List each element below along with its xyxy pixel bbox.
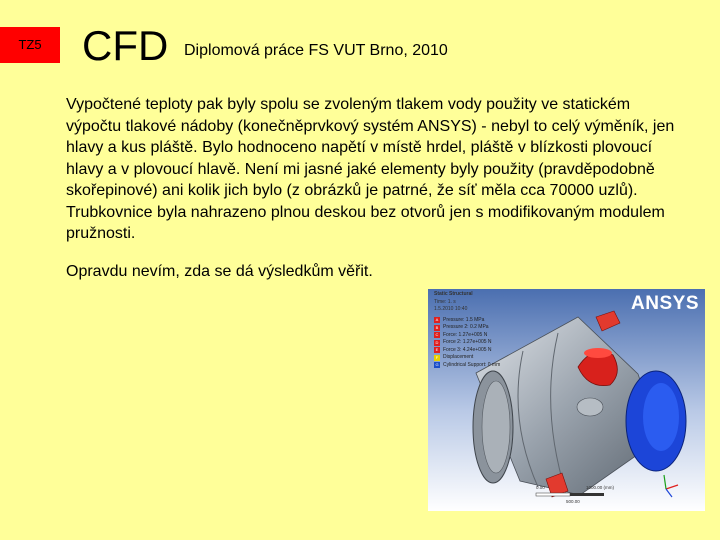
legend-item	[434, 324, 500, 332]
legend-heading: Static Structural	[434, 291, 473, 297]
legend-item	[434, 317, 500, 325]
slide-subtitle: Diplomová práce FS VUT Brno, 2010	[184, 42, 448, 59]
vessel-flange-inner	[482, 381, 510, 473]
support-face-highlight	[643, 383, 679, 451]
legend-key: G	[435, 362, 439, 368]
legend-label: Force 3: 4.24e+005 N	[443, 346, 492, 353]
legend-item	[434, 362, 500, 370]
body-paragraph-1: Vypočtené teploty pak byly spolu se zvoleným tlakem vody použity ve statickém výpočtu tlakové nádoby (konečněprvkový systém ANSYS) - nebyl to celý výměník, jen hlavy a kus pláště. Bylo hodnoceno napětí v místě hrdel, pláště v blízkosti plovoucí hlavy a v plovoucí hlavě. Není mi jasné jaké elementy byly použity (pravděpodobně skořepinové) ani kolik jich bylo (z obrázků je patrné, že síť měla cca 70000 uzlů). Trubkovnice byla nahrazeno plnou deskou bez otvorů jen s modifikovaným modulem pružnosti.	[66, 96, 675, 242]
body-paragraph-2: Opravdu nevím, zda se dá výsledkům věřit.	[66, 262, 373, 280]
legend-label: Force 2: 1.27e+005 N	[443, 339, 492, 345]
legend-label: Displacement	[443, 354, 474, 360]
legend-label: Force: 1.27e+005 N	[443, 331, 488, 338]
legend-item	[434, 354, 500, 362]
slide-title: CFD	[82, 22, 169, 69]
ansys-result-image	[428, 289, 705, 511]
legend-key: E	[435, 347, 439, 353]
nozzle-red-face	[584, 348, 612, 358]
legend-item	[434, 347, 500, 355]
legend-label: Cylindrical Support: 0 mm	[443, 361, 501, 368]
load-legend	[434, 291, 500, 369]
legend-subheading: Time: 1. s	[434, 298, 456, 305]
legend-label: Pressure: 1.5 MPa	[443, 316, 485, 323]
scale-mid-label: 500.00	[566, 499, 580, 504]
legend-label: Pressure 2: 0.2 MPa	[443, 324, 489, 330]
nozzle-grey	[577, 398, 603, 416]
ansys-logo: ANSYS	[631, 293, 699, 314]
legend-key: B	[435, 324, 439, 330]
scale-labels	[536, 485, 614, 504]
legend-key: A	[435, 317, 439, 323]
slide-tag: TZ5	[0, 27, 60, 63]
legend-item	[434, 332, 500, 340]
legend-item	[434, 339, 500, 347]
scale-left-label: 0.00	[536, 485, 545, 490]
legend-date: 1.5.2010 10:40	[434, 306, 468, 312]
scale-right-label: 1000.00 (mm)	[586, 485, 615, 490]
legend-rows	[434, 317, 500, 370]
slide-body	[66, 94, 686, 298]
legend-key: F	[435, 354, 439, 360]
legend-key: D	[435, 339, 439, 345]
legend-key: C	[435, 332, 439, 338]
